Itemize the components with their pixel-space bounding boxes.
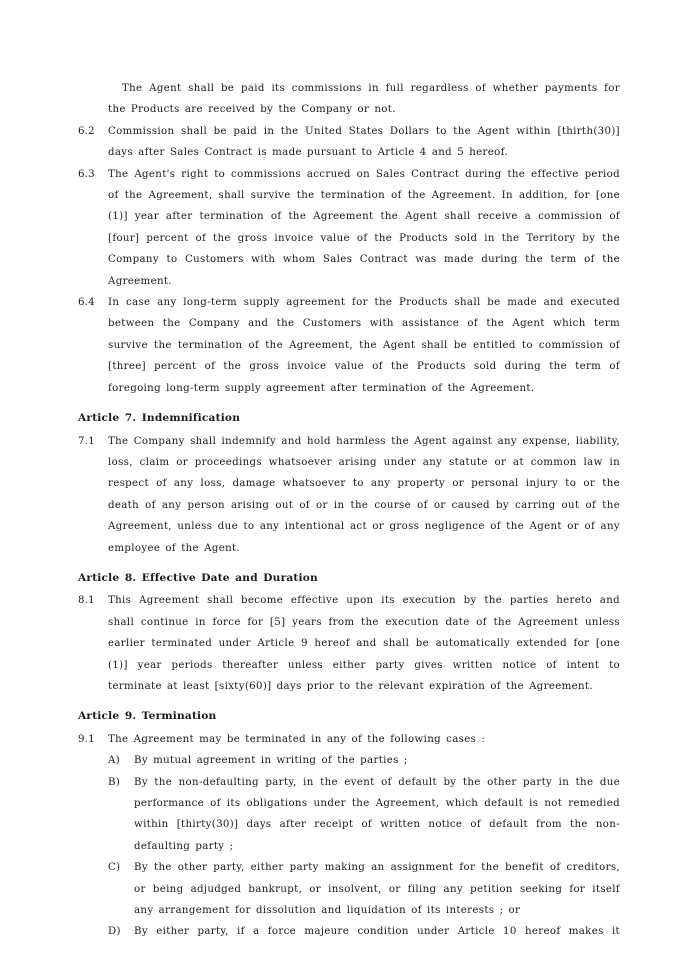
clause-8-1	[78, 590, 620, 697]
clause-number: 9.1	[78, 733, 95, 745]
article-8-heading: Article 8. Effective Date and Duration	[78, 571, 318, 584]
list-item-label: C)	[108, 862, 121, 874]
clause-7-1	[78, 431, 620, 559]
clause-number: 7.1	[78, 435, 95, 447]
list-item-label: A)	[108, 755, 121, 767]
clause-6-3	[78, 164, 620, 292]
list-item-text: By mutual agreement in writing of the parties ;	[134, 755, 408, 767]
list-item-label: D)	[108, 926, 121, 938]
clause-text: In case any long-term supply agreement for the Products shall be made and executed between the Company and the Customers with assistance of the Agent which term survive the termination of the Agreement, the Agent shall be entitled to commission of [three] percent of the gross invoice value of the Products sold during the term of foregoing long-term supply agreement after termination of the Agreement.	[108, 297, 620, 394]
article-9-heading: Article 9. Termination	[78, 710, 217, 723]
article-7-heading: Article 7. Indemnification	[78, 412, 241, 425]
list-item-text: By the non-defaulting party, in the event of default by the other party in the due performance of its obligations under the Agreement, which default is not remedied within [thirty(30)] days after receipt of written notice of default from the non-defaulting party ;	[134, 776, 620, 852]
list-item	[108, 750, 620, 771]
clause-6-2	[78, 121, 620, 164]
clause-number: 6.3	[78, 168, 95, 180]
list-item	[108, 772, 620, 858]
clause-6-4	[78, 292, 620, 399]
clause-text: The Company shall indemnify and hold harmless the Agent against any expense, liability, loss, claim or proceedings whatsoever arising under any statute or at common law in respect of any loss, damage whatsoever to any property or personal injury to or the death of any person arising out of or in the course of or caused by carring out of the Agreement, unless due to any intentional act or gross negligence of the Agent or of any employee of the Agent.	[108, 435, 620, 554]
list-item-label: B)	[108, 776, 121, 788]
continuation-paragraph: The Agent shall be paid its commissions in full regardless of whether payments for the Products are received by the Company or not.	[108, 83, 620, 116]
list-item-text: By either party, if a force majeure condition under Article 10 hereof makes it	[134, 926, 620, 938]
clause-number: 6.2	[78, 125, 95, 137]
list-item	[108, 857, 620, 921]
clause-text: The Agent's right to commissions accrued on Sales Contract during the effective period of the Agreement, shall survive the termination of the Agreement. In addition, for [one (1)] year after termination of the Agreement the Agent shall receive a commission of [four] percent of the gross invoice value of the Products sold in the Territory by the Company to Customers with whom Sales Contract was made during the term of the Agreement.	[108, 168, 620, 287]
clause-text: The Agreement may be terminated in any of the following cases :	[108, 733, 486, 745]
clause-number: 8.1	[78, 595, 95, 607]
termination-cases-list	[78, 750, 620, 943]
clause-text: This Agreement shall become effective upon its execution by the parties hereto and shall continue in force for [5] years from the execution date of the Agreement unless earlier terminated under Article 9 hereof and shall be automatically extended for [one (1)] year periods thereafter unless either party gives written notice of intent to terminate at least [sixty(60)] days prior to the relevant expiration of the Agreement.	[108, 595, 620, 692]
document-body	[78, 78, 620, 943]
clause-text: Commission shall be paid in the United States Dollars to the Agent within [thirth(30)] days after Sales Contract is made pursuant to Article 4 and 5 hereof.	[108, 125, 620, 159]
list-item-text: By the other party, either party making an assignment for the benefit of creditors, or being adjudged bankrupt, or insolvent, or filing any petition seeking for itself any arrangement for dissolution and liquidation of its interests ; or	[134, 862, 620, 917]
list-item	[108, 921, 620, 942]
clause-9-1	[78, 729, 620, 750]
clause-number: 6.4	[78, 297, 95, 309]
